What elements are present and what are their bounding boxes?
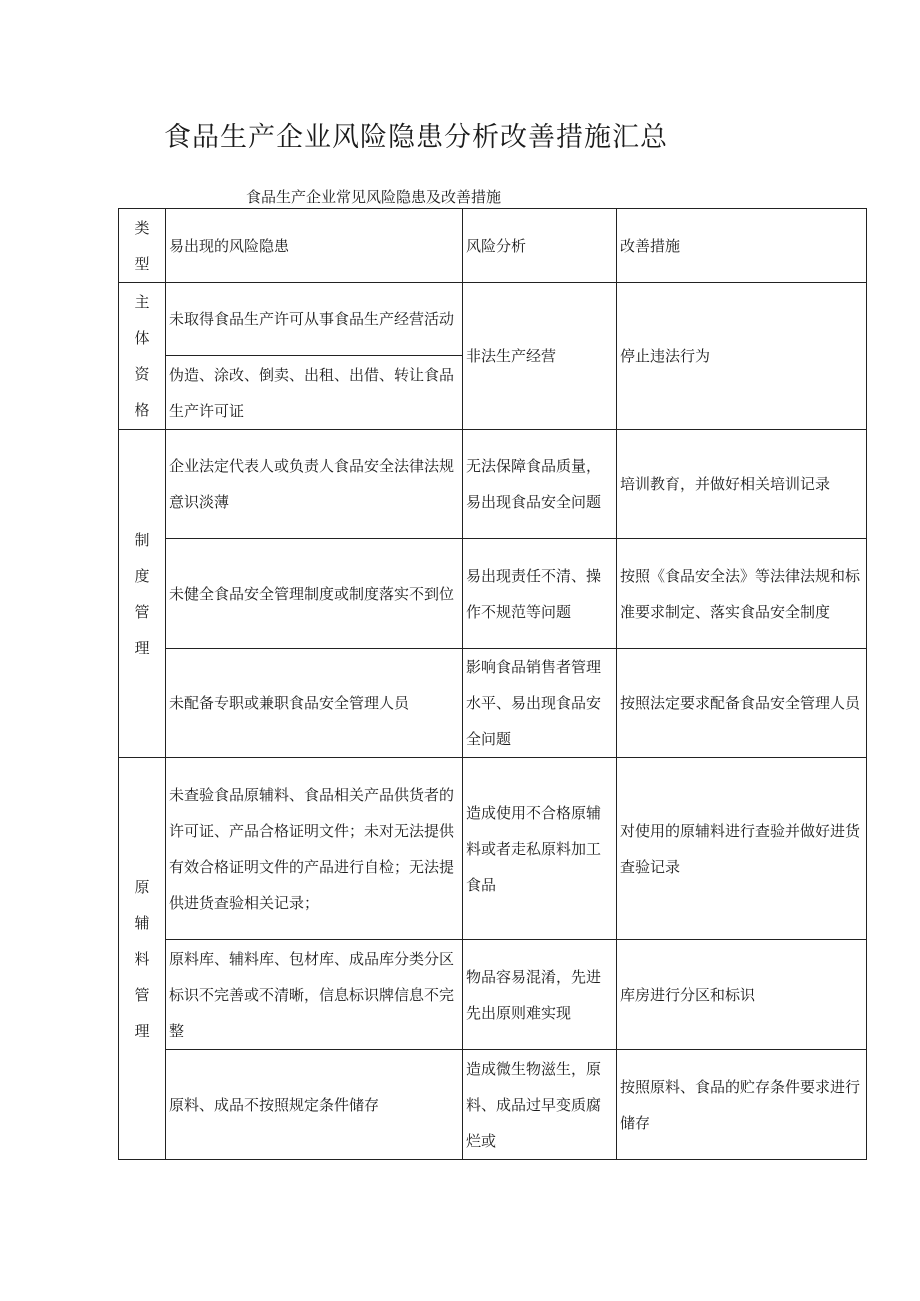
type-char: 理 [134, 638, 150, 657]
type-cell-system-management [119, 430, 166, 758]
table-row [119, 539, 867, 649]
type-char: 理 [134, 1021, 150, 1040]
header-measure: 改善措施 [617, 209, 867, 283]
risk-cell: 未健全食品安全管理制度或制度落实不到位 [166, 539, 463, 649]
table-row [119, 649, 867, 758]
risk-cell: 企业法定代表人或负责人食品安全法律法规意识淡薄 [166, 430, 463, 539]
header-risk: 易出现的风险隐患 [166, 209, 463, 283]
type-char: 制 [134, 530, 150, 549]
table-row [119, 1050, 867, 1160]
type-char: 辅 [134, 913, 150, 932]
risk-cell: 原料库、辅料库、包材库、成品库分类分区标识不完善或不清晰，信息标识牌信息不完整 [166, 940, 463, 1050]
table-caption: 食品生产企业常见风险隐患及改善措施 [246, 188, 502, 206]
type-char: 原 [134, 877, 150, 896]
type-char: 型 [134, 254, 150, 273]
type-char: 类 [134, 218, 150, 237]
document-title: 食品生产企业风险隐患分析改善措施汇总 [164, 122, 668, 153]
measure-cell: 按照法定要求配备食品安全管理人员 [617, 649, 867, 758]
table-row [119, 940, 867, 1050]
measure-cell: 对使用的原辅料进行查验并做好进货查验记录 [617, 758, 867, 940]
type-char: 主 [134, 293, 150, 311]
analysis-cell: 造成微生物滋生，原料、成品过早变质腐烂或 [463, 1050, 617, 1160]
analysis-cell: 易出现责任不清、操作不规范等问题 [463, 539, 617, 649]
type-char: 管 [134, 985, 150, 1004]
measure-cell: 库房进行分区和标识 [617, 940, 867, 1050]
risk-cell: 未查验食品原辅料、食品相关产品供货者的许可证、产品合格证明文件；未对无法提供有效合格证明文件的产品进行自检；无法提供进货查验相关记录； [166, 758, 463, 940]
analysis-cell: 造成使用不合格原辅料或者走私原料加工食品 [463, 758, 617, 940]
type-cell-raw-material-management [119, 758, 166, 1160]
table-row [119, 283, 867, 356]
table-row [119, 430, 867, 539]
type-char: 管 [134, 602, 150, 621]
measure-cell: 按照《食品安全法》等法律法规和标准要求制定、落实食品安全制度 [617, 539, 867, 649]
table-row [119, 758, 867, 940]
risk-cell: 未配备专职或兼职食品安全管理人员 [166, 649, 463, 758]
type-char: 体 [134, 329, 150, 347]
type-char: 料 [134, 949, 150, 968]
risk-cell: 原料、成品不按照规定条件储存 [166, 1050, 463, 1160]
type-cell-subject-qualification [119, 283, 166, 430]
risk-table [118, 208, 867, 1160]
measure-cell: 按照原料、食品的贮存条件要求进行储存 [617, 1050, 867, 1160]
analysis-cell: 无法保障食品质量，易出现食品安全问题 [463, 430, 617, 539]
type-char: 资 [134, 365, 150, 383]
measure-cell: 停止违法行为 [617, 283, 867, 430]
type-char: 格 [134, 401, 150, 419]
type-char: 度 [134, 566, 150, 585]
header-type [119, 209, 166, 283]
table-header-row [119, 209, 867, 283]
analysis-cell: 物品容易混淆，先进先出原则难实现 [463, 940, 617, 1050]
header-analysis: 风险分析 [463, 209, 617, 283]
analysis-cell: 影响食品销售者管理水平、易出现食品安全问题 [463, 649, 617, 758]
risk-cell: 未取得食品生产许可从事食品生产经营活动 [166, 283, 463, 356]
analysis-cell: 非法生产经营 [463, 283, 617, 430]
measure-cell: 培训教育，并做好相关培训记录 [617, 430, 867, 539]
risk-cell: 伪造、涂改、倒卖、出租、出借、转让食品生产许可证 [166, 356, 463, 430]
